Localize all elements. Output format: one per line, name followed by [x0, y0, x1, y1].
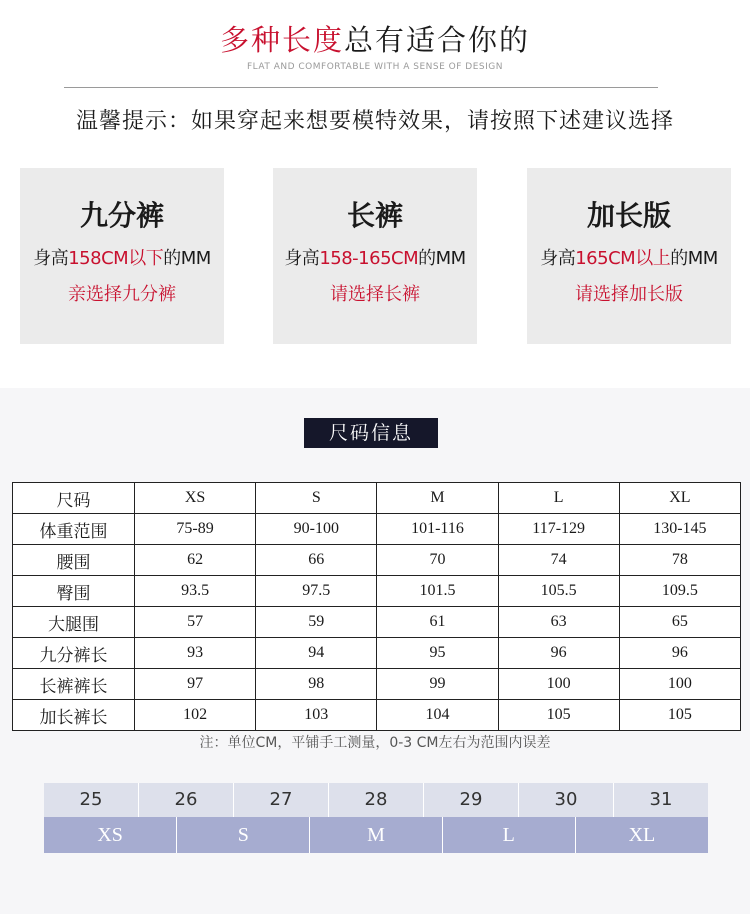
table-cell: 105	[619, 700, 740, 731]
card-height: 身高158CM以下的MM	[33, 248, 211, 269]
table-row	[13, 545, 741, 576]
table-cell: 74	[498, 545, 619, 576]
table-header-cell: XL	[619, 483, 740, 514]
card-advice: 亲选择九分裤	[68, 284, 176, 305]
card-long	[273, 168, 477, 344]
divider	[64, 87, 658, 88]
table-header-cell: L	[498, 483, 619, 514]
card-title: 长裤	[346, 199, 403, 232]
table-cell: 97	[135, 669, 256, 700]
table-header-cell: M	[377, 483, 498, 514]
table-cell: 100	[619, 669, 740, 700]
waist-number-row	[44, 783, 708, 817]
table-cell: 78	[619, 545, 740, 576]
card-title: 加长版	[586, 199, 671, 232]
card-height: 身高165CM以上的MM	[540, 248, 718, 269]
card-height: 身高158-165CM的MM	[284, 248, 466, 269]
tip-text: 温馨提示：如果穿起来想要模特效果，请按照下述建议选择	[75, 109, 674, 134]
table-row	[13, 514, 741, 545]
table-header-cell: S	[256, 483, 377, 514]
waist-size-cell: 26	[139, 783, 234, 817]
table-cell: 100	[498, 669, 619, 700]
table-cell: 93.5	[135, 576, 256, 607]
table-cell: 70	[377, 545, 498, 576]
table-row-label: 加长裤长	[13, 700, 135, 731]
table-row	[13, 700, 741, 731]
table-cell: 75-89	[135, 514, 256, 545]
table-cell: 62	[135, 545, 256, 576]
table-row	[13, 576, 741, 607]
table-cell: 99	[377, 669, 498, 700]
table-cell: 96	[619, 638, 740, 669]
table-header-cell: 尺码	[13, 483, 135, 514]
table-cell: 94	[256, 638, 377, 669]
waist-size-cell: 30	[519, 783, 614, 817]
table-row-label: 九分裤长	[13, 638, 135, 669]
waist-size-cell: 28	[329, 783, 424, 817]
measurement-note: 注：单位CM，平铺手工测量，0-3 CM左右为范围内误差	[199, 735, 551, 751]
table-cell: 101.5	[377, 576, 498, 607]
waist-size-cell: 27	[234, 783, 329, 817]
table-cell: 109.5	[619, 576, 740, 607]
letter-size-cell: L	[443, 817, 576, 853]
table-cell: 97.5	[256, 576, 377, 607]
table-row	[13, 669, 741, 700]
table-header-row	[13, 483, 741, 514]
table-row-label: 腰围	[13, 545, 135, 576]
table-row	[13, 638, 741, 669]
card-advice: 请选择长裤	[330, 284, 420, 305]
table-cell: 98	[256, 669, 377, 700]
page-subtitle: FLAT AND COMFORTABLE WITH A SENSE OF DESIGN	[247, 62, 503, 72]
card-extended	[527, 168, 731, 344]
table-cell: 102	[135, 700, 256, 731]
table-row-label: 长裤裤长	[13, 669, 135, 700]
table-cell: 105	[498, 700, 619, 731]
table-cell: 66	[256, 545, 377, 576]
table-row	[13, 607, 741, 638]
letter-size-cell: S	[177, 817, 310, 853]
title-red: 多种长度	[219, 23, 344, 57]
card-title: 九分裤	[79, 199, 164, 232]
table-cell: 104	[377, 700, 498, 731]
card-cropped	[20, 168, 224, 344]
title-black: 总有适合你的	[344, 23, 531, 57]
table-cell: 103	[256, 700, 377, 731]
table-row-label: 大腿围	[13, 607, 135, 638]
table-cell: 59	[256, 607, 377, 638]
table-cell: 105.5	[498, 576, 619, 607]
section-label: 尺码信息	[304, 418, 438, 448]
table-cell: 117-129	[498, 514, 619, 545]
waist-size-cell: 31	[614, 783, 708, 817]
table-cell: 63	[498, 607, 619, 638]
letter-size-cell: XS	[44, 817, 177, 853]
table-cell: 61	[377, 607, 498, 638]
letter-size-row	[44, 817, 708, 853]
letter-size-cell: XL	[576, 817, 708, 853]
table-cell: 95	[377, 638, 498, 669]
table-cell: 93	[135, 638, 256, 669]
card-advice: 请选择加长版	[575, 284, 683, 305]
table-header-cell: XS	[135, 483, 256, 514]
waist-size-strip	[44, 783, 708, 853]
letter-size-cell: M	[310, 817, 442, 853]
table-row-label: 体重范围	[13, 514, 135, 545]
table-row-label: 臀围	[13, 576, 135, 607]
page-title	[0, 18, 750, 59]
size-table	[12, 482, 741, 731]
waist-size-cell: 25	[44, 783, 139, 817]
table-cell: 90-100	[256, 514, 377, 545]
table-cell: 101-116	[377, 514, 498, 545]
table-cell: 65	[619, 607, 740, 638]
table-cell: 96	[498, 638, 619, 669]
waist-size-cell: 29	[424, 783, 519, 817]
table-cell: 130-145	[619, 514, 740, 545]
table-cell: 57	[135, 607, 256, 638]
